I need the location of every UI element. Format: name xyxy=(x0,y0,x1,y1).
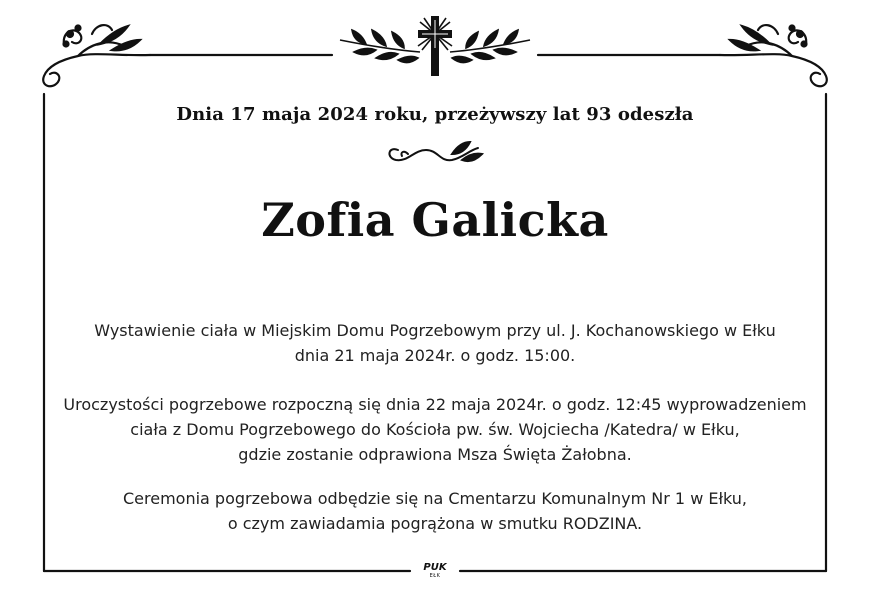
swirl-leaf-divider-icon xyxy=(389,142,482,161)
ceremony-line-3: gdzie zostanie odprawiona Msza Święta Żałobna. xyxy=(238,445,632,464)
burial-line-1: Ceremonia pogrzebowa odbędzie się na Cmentarzu Komunalnym Nr 1 w Ełku, xyxy=(122,489,748,508)
ceremony-line-1: Uroczystości pogrzebowe rozpoczną się dnia 22 maja 2024r. o godz. 12:45 wyprowadzeniem xyxy=(63,395,807,414)
cross-icon xyxy=(418,16,452,76)
logo-main-text: PUK xyxy=(423,562,447,573)
intro-line: Dnia 17 maja 2024 roku, przeżywszy lat 93 odeszła xyxy=(176,104,694,125)
viewing-line-2: dnia 21 maja 2024r. o godz. 15:00. xyxy=(294,346,576,365)
burial-paragraph xyxy=(40,486,830,536)
laurel-branch-icon-left xyxy=(340,30,420,63)
corner-flourish-icon-right xyxy=(720,25,827,86)
logo-sub-text: EŁK xyxy=(429,573,441,579)
ceremony-paragraph xyxy=(40,392,830,467)
deceased-name: Zofia Galicka xyxy=(261,193,609,247)
ceremony-line-2: ciała z Domu Pogrzebowego do Kościoła pw. św. Wojciecha /Katedra/ w Ełku, xyxy=(130,420,740,439)
corner-flourish-icon-left xyxy=(43,25,150,86)
burial-line-2: o czym zawiadamia pogrążona w smutku RODZINA. xyxy=(227,514,643,533)
laurel-branch-icon-right xyxy=(450,30,530,63)
puk-logo xyxy=(416,563,454,579)
viewing-paragraph xyxy=(40,318,830,368)
viewing-line-1: Wystawienie ciała w Miejskim Domu Pogrzebowym przy ul. J. Kochanowskiego w Ełku xyxy=(94,321,776,340)
